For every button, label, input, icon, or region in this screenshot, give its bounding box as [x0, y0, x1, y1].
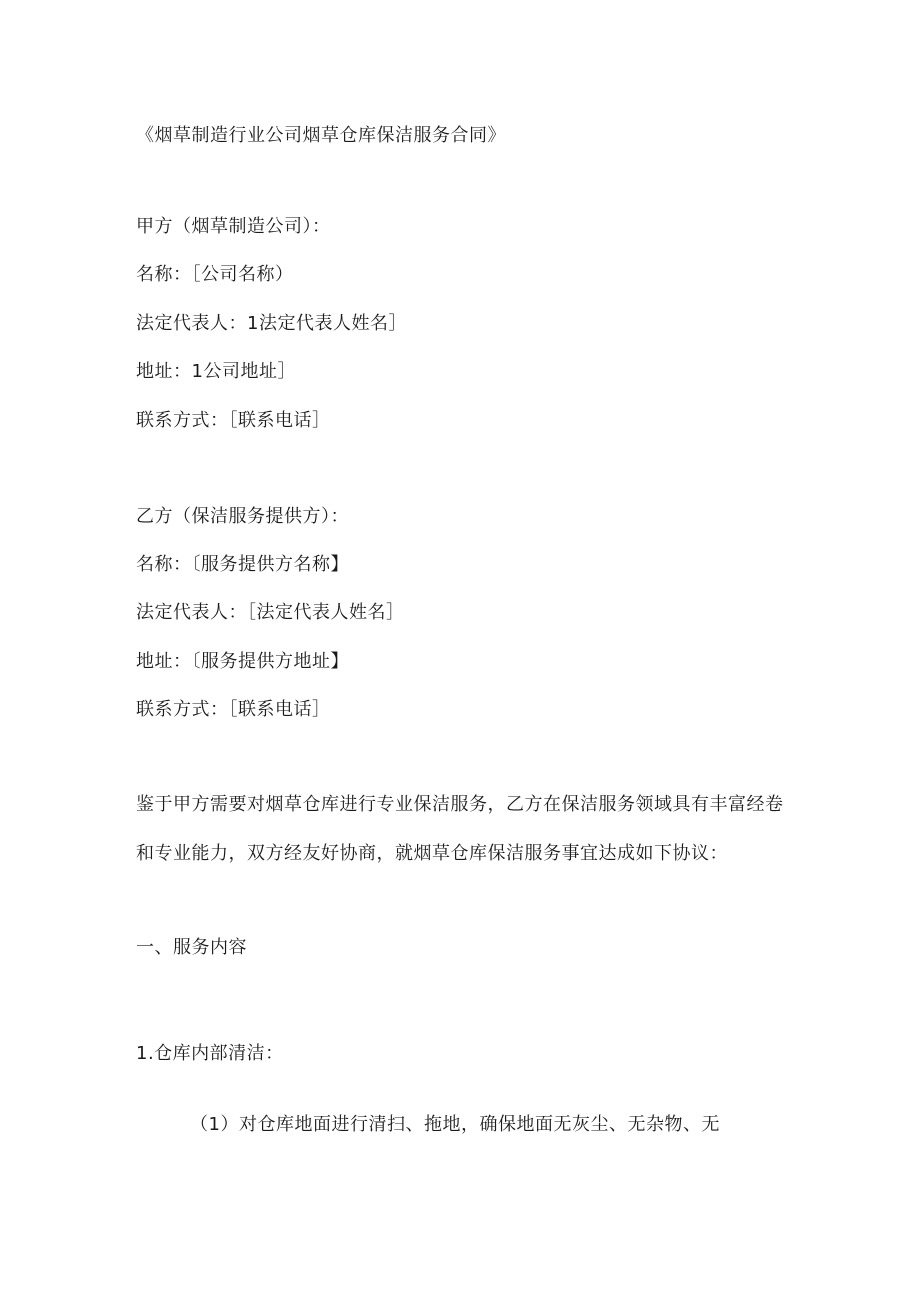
- document-title: 《烟草制造行业公司烟草仓库保洁服务合同》: [136, 125, 506, 146]
- section-heading: 一、服务内容: [136, 937, 247, 958]
- preamble-line-1: 鉴于甲方需要对烟草仓库进行专业保洁服务，乙方在保洁服务领域具有丰富经卷: [136, 794, 784, 815]
- party-b-contact: 联系方式：［联系电话］: [136, 699, 331, 720]
- party-a-name: 名称：［公司名称）: [136, 264, 294, 285]
- section-subitem: （1）对仓库地面进行清扫、拖地，确保地面无灰尘、无杂物、无: [190, 1114, 720, 1135]
- party-a-contact: 联系方式：［联系电话］: [136, 410, 331, 431]
- party-b-legal-rep: 法定代表人：［法定代表人姓名］: [136, 602, 405, 623]
- party-a-heading: 甲方（烟草制造公司）：: [136, 216, 331, 237]
- preamble-line-2: 和专业能力，双方经友好协商，就烟草仓库保洁服务事宜达成如下协议：: [136, 843, 728, 864]
- party-b-heading: 乙方（保洁服务提供方）：: [136, 506, 349, 527]
- party-a-legal-rep: 法定代表人：1法定代表人姓名］: [136, 313, 407, 334]
- party-b-address: 地址：〔服务提供方地址】: [136, 651, 349, 672]
- party-a-address: 地址：1公司地址］: [136, 361, 296, 382]
- party-b-name: 名称：〔服务提供方名称】: [136, 554, 349, 575]
- section-item: 1.仓库内部清洁：: [136, 1043, 284, 1064]
